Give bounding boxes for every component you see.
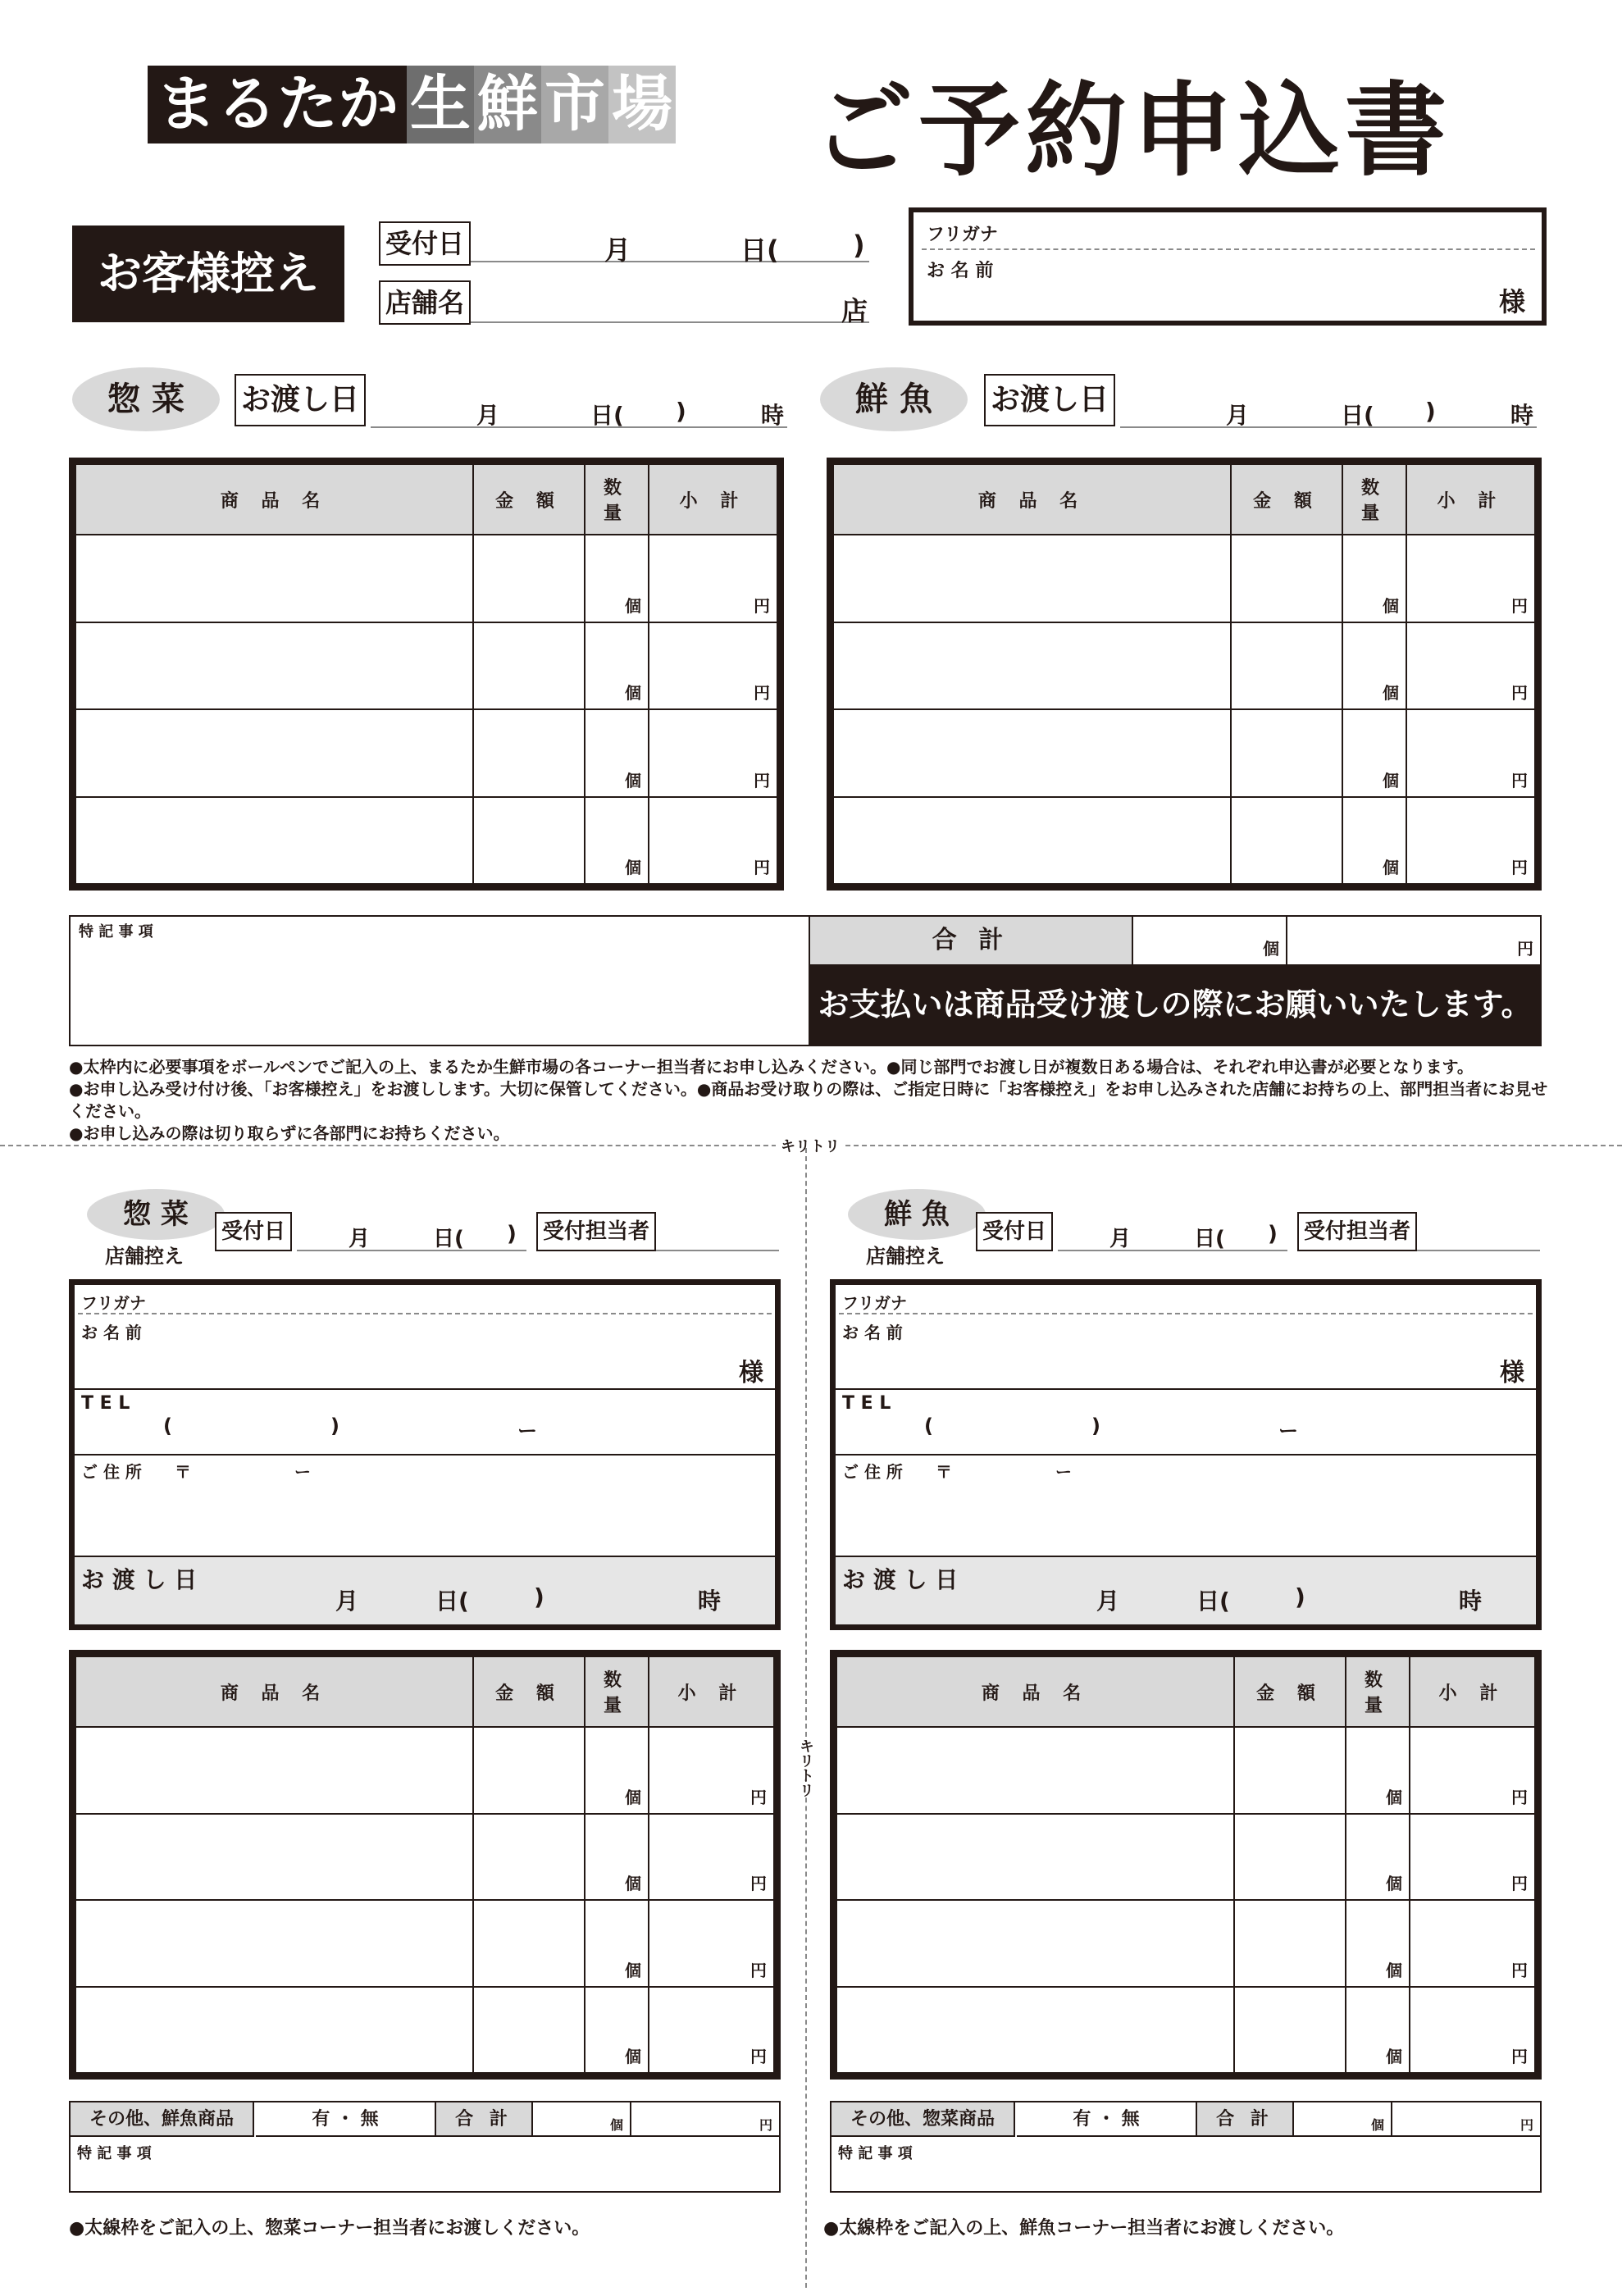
sengyo-day: 日( bbox=[1341, 402, 1374, 429]
right-receipt-month: 月 bbox=[1109, 1227, 1132, 1251]
yen-unit: 円 bbox=[750, 2047, 767, 2066]
right-store-order-table bbox=[830, 1650, 1542, 2080]
col-product: 商 品 名 bbox=[833, 464, 1231, 535]
souzai-hour: 時 bbox=[761, 402, 785, 429]
souzai-delivery-line[interactable] bbox=[371, 426, 787, 428]
table-row[interactable] bbox=[75, 1727, 774, 1814]
total-yen-unit: 円 bbox=[1517, 939, 1533, 959]
table-row[interactable] bbox=[836, 1900, 1535, 1987]
yen-unit: 円 bbox=[1511, 1787, 1528, 1807]
right-delivery-row[interactable] bbox=[836, 1556, 1536, 1624]
qty-unit: 個 bbox=[1383, 858, 1399, 877]
note-line: ●太枠内に必要事項をボールペンでご記入の上、まるたか生鮮市場の各コーナー担当者にお申し込みください。●同じ部門でお渡し日が複数日ある場合は、それぞれ申込書が必要となります。 bbox=[69, 1057, 1474, 1077]
left-delivery-month: 月 bbox=[335, 1588, 359, 1615]
col-subtotal: 小 計 bbox=[649, 464, 777, 535]
table-row[interactable] bbox=[75, 535, 777, 622]
sengyo-delivery-line[interactable] bbox=[1120, 426, 1537, 428]
name-label: お 名 前 bbox=[927, 261, 994, 281]
right-other-remarks-label: 特 記 事 項 bbox=[838, 2145, 913, 2162]
left-delivery-day: 日( bbox=[435, 1588, 469, 1615]
receipt-day: 日( bbox=[740, 235, 779, 266]
col-product: 商 品 名 bbox=[75, 464, 473, 535]
qty-unit: 個 bbox=[1383, 595, 1399, 616]
right-name-label: お 名 前 bbox=[842, 1323, 903, 1342]
sengyo-order-table bbox=[827, 458, 1542, 891]
col-qty: 数 量 bbox=[585, 1656, 649, 1727]
left-furigana-label: フリガナ bbox=[81, 1293, 146, 1313]
left-other-qty[interactable] bbox=[533, 2102, 631, 2137]
right-store-copy-label: 店舗控え bbox=[866, 1245, 945, 1268]
right-delivery-month: 月 bbox=[1096, 1588, 1120, 1615]
table-row[interactable] bbox=[833, 709, 1535, 797]
store-logo bbox=[148, 66, 676, 144]
left-customer-info-box bbox=[69, 1279, 781, 1630]
table-row[interactable] bbox=[836, 1987, 1535, 2074]
qty-unit: 個 bbox=[1386, 1874, 1402, 1893]
qty-unit: 個 bbox=[1370, 2117, 1384, 2133]
left-receipt-day: 日( bbox=[433, 1227, 464, 1251]
left-other-box bbox=[69, 2101, 781, 2193]
left-other-remarks-label: 特 記 事 項 bbox=[77, 2145, 152, 2162]
left-staff-label: 受付担当者 bbox=[536, 1212, 656, 1251]
total-label: 合 計 bbox=[810, 917, 1133, 964]
total-qty-unit: 個 bbox=[1263, 939, 1279, 959]
right-furigana-label: フリガナ bbox=[842, 1293, 907, 1313]
logo-part-2: 生 bbox=[407, 66, 474, 144]
left-address-field[interactable] bbox=[75, 1454, 775, 1556]
cut-label-vertical: キリトリ bbox=[797, 1738, 814, 1797]
left-tel-close: ) bbox=[330, 1414, 339, 1437]
table-row[interactable] bbox=[833, 622, 1535, 710]
yen-unit: 円 bbox=[754, 858, 770, 877]
right-sama: 様 bbox=[1500, 1359, 1524, 1387]
souzai-badge: 惣 菜 bbox=[72, 367, 220, 431]
yen-unit: 円 bbox=[1511, 858, 1528, 877]
left-footer-note: ●太線枠をご記入の上、惣菜コーナー担当者にお渡しください。 bbox=[69, 2218, 590, 2239]
yen-unit: 円 bbox=[1511, 2047, 1528, 2066]
col-qty: 数 量 bbox=[585, 464, 649, 535]
right-staff-label: 受付担当者 bbox=[1297, 1212, 1417, 1251]
yen-unit: 円 bbox=[1511, 595, 1528, 616]
col-price: 金 額 bbox=[1234, 1656, 1346, 1727]
table-row[interactable] bbox=[833, 535, 1535, 622]
left-name-field[interactable] bbox=[75, 1285, 775, 1388]
instruction-notes bbox=[69, 1056, 1561, 1145]
right-delivery-label: お 渡 し 日 bbox=[842, 1566, 959, 1593]
right-name-field[interactable] bbox=[836, 1285, 1536, 1388]
remarks-field[interactable] bbox=[71, 917, 809, 1045]
customer-name-box[interactable] bbox=[909, 207, 1547, 326]
left-yes-no[interactable]: 有 ・ 無 bbox=[256, 2102, 435, 2137]
right-delivery-day: 日( bbox=[1196, 1588, 1230, 1615]
note-line: ●お申し込みの際は切り取らずに各部門にお持ちください。 bbox=[69, 1123, 510, 1143]
yen-unit: 円 bbox=[754, 595, 770, 616]
souzai-month: 月 bbox=[476, 402, 500, 429]
left-sama: 様 bbox=[739, 1359, 763, 1387]
right-tel-dash: ー bbox=[1278, 1419, 1298, 1442]
logo-part-4: 市 bbox=[541, 66, 608, 144]
receipt-paren-close: ) bbox=[853, 230, 865, 261]
yen-unit: 円 bbox=[750, 1960, 767, 1980]
note-line: ●お申し込み受け付け後、「お客様控え」をお渡しします。大切に保管してください。●商品お受け取りの際は、ご指定日時に「お客様控え」をお申し込みされた店舗にお持ちの上、部門担当者にお見せください。 bbox=[69, 1079, 1548, 1121]
left-other-yen[interactable] bbox=[631, 2102, 779, 2137]
receipt-date-label: 受付日 bbox=[379, 221, 471, 266]
qty-unit: 個 bbox=[1383, 683, 1399, 703]
left-tel-open: ( bbox=[163, 1414, 172, 1437]
right-delivery-paren: ) bbox=[1295, 1583, 1305, 1610]
left-receipt-label: 受付日 bbox=[215, 1212, 292, 1251]
left-tel-field[interactable] bbox=[75, 1388, 775, 1454]
col-subtotal: 小 計 bbox=[649, 1656, 774, 1727]
table-row[interactable] bbox=[75, 709, 777, 797]
remarks-label: 特 記 事 項 bbox=[79, 923, 153, 941]
sengyo-paren-close: ) bbox=[1425, 398, 1436, 425]
qty-unit: 個 bbox=[625, 1787, 641, 1807]
vertical-cut-line bbox=[805, 1148, 807, 2288]
col-product: 商 品 名 bbox=[75, 1656, 473, 1727]
left-tel-dash: ー bbox=[517, 1419, 537, 1442]
right-other-yen[interactable] bbox=[1392, 2102, 1540, 2137]
qty-unit: 個 bbox=[1386, 1960, 1402, 1980]
store-suffix: 店 bbox=[841, 295, 868, 326]
yen-unit: 円 bbox=[750, 1787, 767, 1807]
total-yen-field[interactable] bbox=[1289, 917, 1540, 964]
right-customer-info-box bbox=[830, 1279, 1542, 1630]
left-delivery-label: お 渡 し 日 bbox=[81, 1566, 198, 1593]
furigana-label: フリガナ bbox=[927, 225, 998, 245]
table-row[interactable] bbox=[75, 797, 777, 885]
yen-unit: 円 bbox=[754, 683, 770, 703]
col-subtotal: 小 計 bbox=[1406, 464, 1535, 535]
left-name-label: お 名 前 bbox=[81, 1323, 142, 1342]
right-delivery-hour: 時 bbox=[1459, 1588, 1483, 1615]
left-receipt-line[interactable] bbox=[297, 1250, 526, 1251]
souzai-order-table bbox=[69, 458, 784, 891]
yen-unit: 円 bbox=[1511, 683, 1528, 703]
col-product: 商 品 名 bbox=[836, 1656, 1234, 1727]
receipt-month: 月 bbox=[604, 235, 631, 266]
col-qty: 数 量 bbox=[1342, 464, 1406, 535]
left-receipt-month: 月 bbox=[349, 1227, 371, 1251]
store-name-line[interactable] bbox=[471, 321, 869, 323]
yen-unit: 円 bbox=[759, 2117, 772, 2133]
table-row[interactable] bbox=[75, 1900, 774, 1987]
right-tel-label: T E L bbox=[842, 1393, 891, 1414]
qty-unit: 個 bbox=[1383, 770, 1399, 790]
left-receipt-paren: ) bbox=[507, 1222, 517, 1246]
store-name-label: 店舗名 bbox=[379, 280, 471, 325]
right-footer-note: ●太線枠をご記入の上、鮮魚コーナー担当者にお渡しください。 bbox=[823, 2218, 1345, 2239]
qty-unit: 個 bbox=[625, 1960, 641, 1980]
qty-unit: 個 bbox=[625, 595, 641, 616]
left-delivery-hour: 時 bbox=[698, 1588, 722, 1615]
right-section-badge: 鮮 魚 bbox=[848, 1189, 986, 1240]
qty-unit: 個 bbox=[625, 1874, 641, 1893]
left-tel-label: T E L bbox=[81, 1393, 130, 1414]
souzai-paren-close: ) bbox=[676, 398, 686, 425]
right-receipt-label: 受付日 bbox=[976, 1212, 1053, 1251]
left-postal-mark: 〒 bbox=[175, 1462, 191, 1482]
right-receipt-line[interactable] bbox=[1058, 1250, 1287, 1251]
col-price: 金 額 bbox=[1231, 464, 1342, 535]
left-delivery-paren: ) bbox=[534, 1583, 544, 1610]
right-other-box bbox=[830, 2101, 1542, 2193]
right-postal-dash: ー bbox=[1055, 1462, 1072, 1482]
right-tel-close: ) bbox=[1091, 1414, 1100, 1437]
col-subtotal: 小 計 bbox=[1410, 1656, 1535, 1727]
left-postal-dash: ー bbox=[294, 1462, 311, 1482]
remarks-total-box bbox=[69, 915, 1542, 1046]
logo-part-5: 場 bbox=[608, 66, 676, 144]
yen-unit: 円 bbox=[1511, 1960, 1528, 1980]
sama-suffix: 様 bbox=[1498, 286, 1525, 317]
left-store-order-table bbox=[69, 1650, 781, 2080]
table-row[interactable] bbox=[75, 1814, 774, 1901]
qty-unit: 個 bbox=[625, 770, 641, 790]
sengyo-badge: 鮮 魚 bbox=[820, 367, 968, 431]
qty-unit: 個 bbox=[1386, 2047, 1402, 2066]
left-other-total-label: 合 計 bbox=[435, 2102, 533, 2137]
right-address-field[interactable] bbox=[836, 1454, 1536, 1556]
payment-note: お支払いは商品受け渡しの際にお願いいたします。 bbox=[810, 964, 1540, 1045]
left-other-label: その他、鮮魚商品 bbox=[71, 2102, 254, 2137]
col-price: 金 額 bbox=[473, 1656, 585, 1727]
table-row[interactable] bbox=[833, 797, 1535, 885]
yen-unit: 円 bbox=[1511, 770, 1528, 790]
left-store-copy-label: 店舗控え bbox=[105, 1245, 184, 1268]
furigana-divider bbox=[922, 248, 1535, 250]
right-postal-mark: 〒 bbox=[936, 1462, 952, 1482]
right-staff-line[interactable] bbox=[1417, 1250, 1540, 1251]
qty-unit: 個 bbox=[609, 2117, 623, 2133]
yen-unit: 円 bbox=[754, 770, 770, 790]
souzai-day: 日( bbox=[590, 402, 624, 429]
qty-unit: 個 bbox=[625, 858, 641, 877]
right-tel-field[interactable] bbox=[836, 1388, 1536, 1454]
cut-label-horizontal: キリトリ bbox=[776, 1135, 845, 1156]
right-yes-no[interactable]: 有 ・ 無 bbox=[1017, 2102, 1196, 2137]
qty-unit: 個 bbox=[625, 2047, 641, 2066]
right-other-qty[interactable] bbox=[1294, 2102, 1392, 2137]
left-address-label: ご 住 所 bbox=[81, 1462, 142, 1482]
receipt-date-line[interactable] bbox=[471, 261, 869, 262]
col-price: 金 額 bbox=[473, 464, 585, 535]
sengyo-month: 月 bbox=[1226, 402, 1250, 429]
left-delivery-row[interactable] bbox=[75, 1556, 775, 1624]
right-tel-open: ( bbox=[924, 1414, 933, 1437]
col-qty: 数 量 bbox=[1346, 1656, 1410, 1727]
logo-part-1: まるたか bbox=[148, 66, 407, 144]
right-other-total-label: 合 計 bbox=[1196, 2102, 1294, 2137]
right-address-label: ご 住 所 bbox=[842, 1462, 903, 1482]
customer-copy-label: お客様控え bbox=[72, 226, 344, 322]
table-row[interactable] bbox=[75, 1987, 774, 2074]
right-receipt-day: 日( bbox=[1194, 1227, 1225, 1251]
right-other-label: その他、惣菜商品 bbox=[832, 2102, 1015, 2137]
logo-part-3: 鮮 bbox=[474, 66, 541, 144]
table-row[interactable] bbox=[836, 1814, 1535, 1901]
page-title: ご予約申込書 bbox=[812, 71, 1452, 190]
yen-unit: 円 bbox=[1511, 1874, 1528, 1893]
total-qty-field[interactable] bbox=[1135, 917, 1287, 964]
left-section-badge: 惣 菜 bbox=[87, 1189, 225, 1240]
sengyo-hour: 時 bbox=[1510, 402, 1534, 429]
yen-unit: 円 bbox=[750, 1874, 767, 1893]
sengyo-delivery-label: お渡し日 bbox=[984, 374, 1115, 426]
souzai-delivery-label: お渡し日 bbox=[235, 374, 366, 426]
table-row[interactable] bbox=[75, 622, 777, 710]
qty-unit: 個 bbox=[1386, 1787, 1402, 1807]
table-row[interactable] bbox=[836, 1727, 1535, 1814]
qty-unit: 個 bbox=[625, 683, 641, 703]
right-receipt-paren: ) bbox=[1268, 1222, 1278, 1246]
left-staff-line[interactable] bbox=[656, 1250, 779, 1251]
yen-unit: 円 bbox=[1519, 2117, 1533, 2133]
